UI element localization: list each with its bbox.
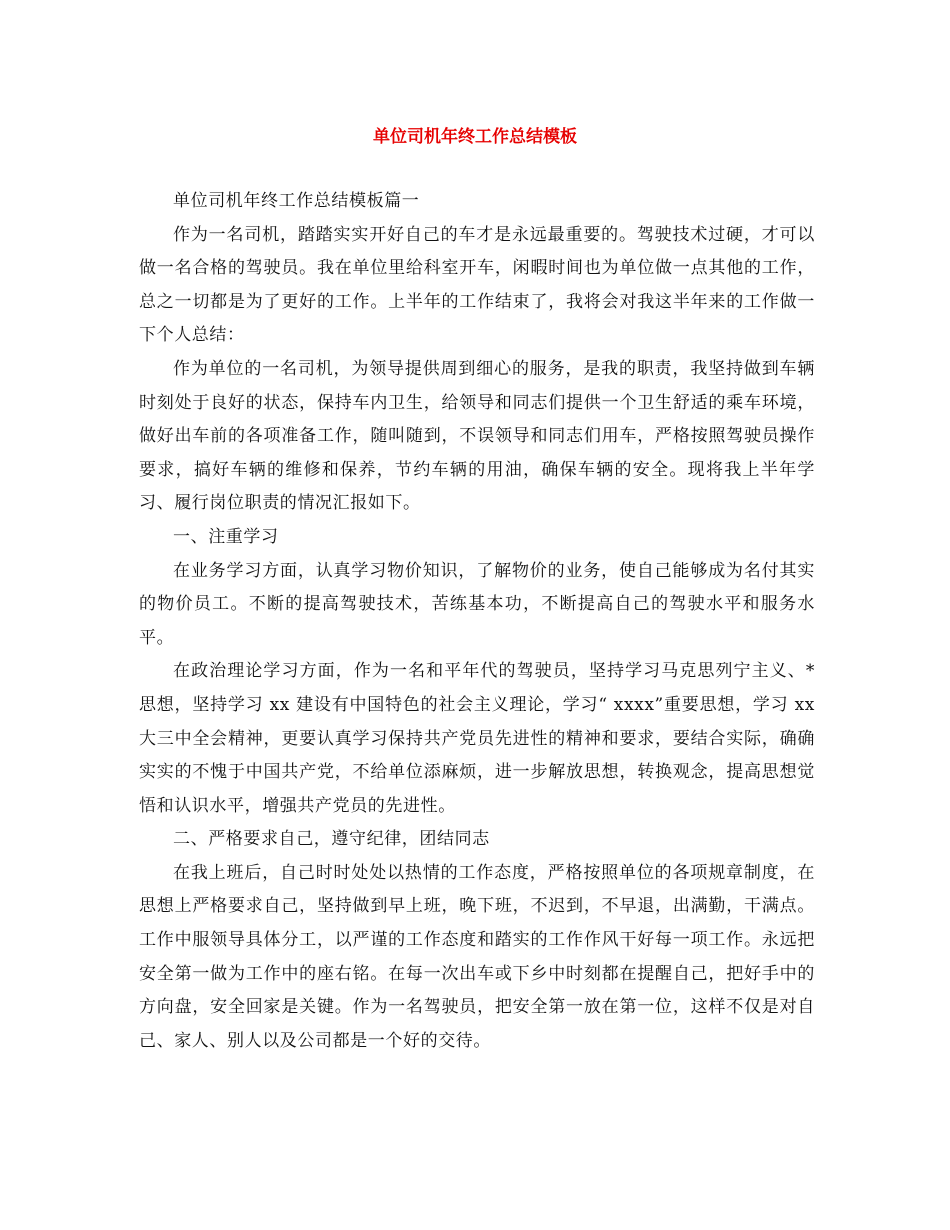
paragraph-political-study: 在政治理论学习方面，作为一名和平年代的驾驶员，坚持学习马克思列宁主义、*思想，坚持学习 xx 建设有中国特色的社会主义理论，学习“ xxxx”重要思想，学习 xx 大三中全会精神，更要认真学习保持共产党员先进性的精神和要求，要结合实际，确确实实的不愧于中国共产党，不给单位添麻烦，进一步解放思想，转换观念，提高思想觉悟和认识水平，增强共产党员的先进性。 (139, 661, 815, 816)
paragraph-section-heading: 单位司机年终工作总结模板篇一 (173, 191, 420, 211)
document-title: 单位司机年终工作总结模板 (373, 127, 577, 147)
heading-discipline: 二、严格要求自己，遵守纪律，团结同志 (173, 829, 490, 850)
paragraph-discipline: 在我上班后，自己时时处处以热情的工作态度，严格按照单位的各项规章制度，在思想上严格要求自己，坚持做到早上班，晚下班，不迟到，不早退，出满勤，干满点。工作中服领导具体分工，以严谨的工作态度和踏实的工作作风干好每一项工作。永远把安全第一做为工作中的座右铭。在每一次出车或下乡中时刻都在提醒自己，把好手中的方向盘，安全回家是关键。作为一名驾驶员，把安全第一放在第一位，这样不仅是对自己、家人、别人以及公司都是一个好的交待。 (139, 862, 815, 1051)
heading-study: 一、注重学习 (173, 526, 279, 547)
paragraph-duties: 作为单位的一名司机，为领导提供周到细心的服务，是我的职责，我坚持做到车辆时刻处于良好的状态，保持车内卫生，给领导和同志们提供一个卫生舒适的乘车环境，做好出车前的各项准备工作，随叫随到，不误领导和同志们用车，严格按照驾驶员操作要求，搞好车辆的维修和保养，节约车辆的用油，确保车辆的安全。现将我上半年学习、履行岗位职责的情况汇报如下。 (139, 358, 815, 514)
document-body (139, 185, 815, 1058)
paragraph-business-study: 在业务学习方面，认真学习物价知识，了解物价的业务，使自己能够成为名付其实的物价员工。不断的提高驾驶技术，苦练基本功，不断提高自己的驾驶水平和服务水平。 (139, 560, 815, 648)
paragraph-intro: 作为一名司机，踏踏实实开好自己的车才是永远最重要的。驾驶技术过硬，才可以做一名合格的驾驶员。我在单位里给科室开车，闲暇时间也为单位做一点其他的工作，总之一切都是为了更好的工作。上半年的工作结束了，我将会对我这半年来的工作做一下个人总结： (139, 224, 815, 346)
